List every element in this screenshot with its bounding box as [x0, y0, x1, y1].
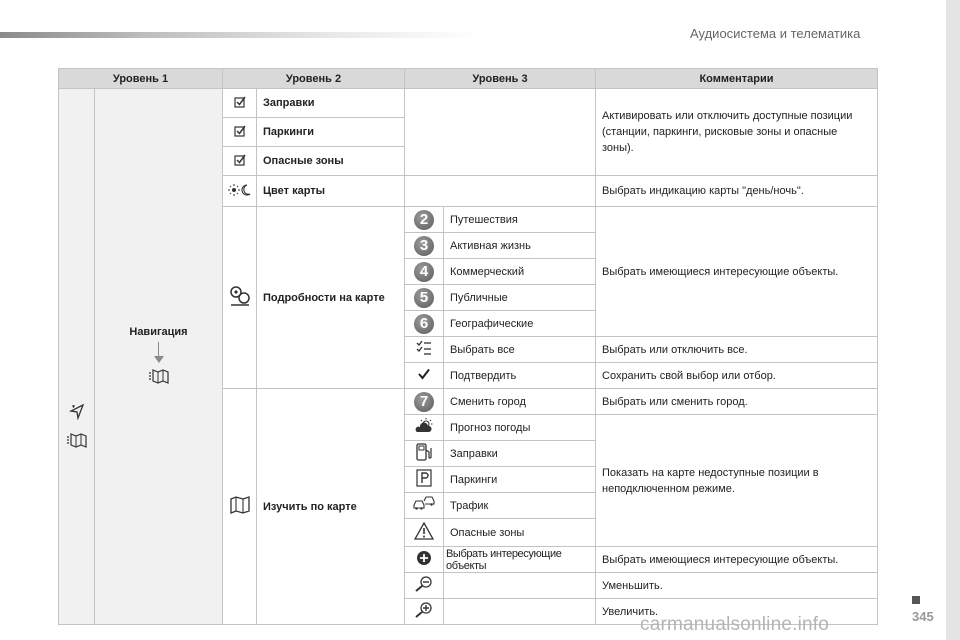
select-poi-comment: Выбрать имеющиеся интересующие объекты.: [596, 547, 878, 573]
select-all-comment: Выбрать или отключить все.: [596, 337, 878, 363]
add-circle-icon: [405, 547, 444, 573]
fuel-layer-item: Заправки: [444, 441, 596, 467]
checkbox-icon: [223, 147, 257, 176]
zoom-out-icon: [405, 573, 444, 599]
col-header-comments: Комментарии: [596, 69, 878, 89]
danger-layer-item: Опасные зоны: [444, 519, 596, 547]
weather-icon: [405, 415, 444, 441]
confirm-item: Подтвердить: [444, 363, 596, 389]
map-menu-icon: [95, 367, 222, 388]
poi-comment: Выбрать имеющиеся интересующие объекты.: [596, 207, 878, 337]
level1-label: Навигация: [129, 325, 188, 338]
map-color-item: Цвет карты: [257, 176, 405, 207]
explore-map-item: Изучить по карте: [257, 389, 405, 625]
public-item: Публичные: [444, 285, 596, 311]
navigation-menu-table: [58, 68, 878, 625]
weather-item: Прогноз погоды: [444, 415, 596, 441]
parking-layer-item: Паркинги: [444, 467, 596, 493]
map-menu-icon: [59, 431, 94, 452]
toggle-comment: Активировать или отключить доступные позиции (станции, паркинги, рисковые зоны и опасные зоны).: [596, 89, 878, 176]
map-details-item: Подробности на карте: [257, 207, 405, 389]
traffic-item: Трафик: [444, 493, 596, 519]
empty-level3-cell: [444, 573, 596, 599]
fuel-pump-icon: [405, 441, 444, 467]
empty-level3-cell: [405, 89, 596, 176]
col-header-level3: Уровень 3: [405, 69, 596, 89]
badge-2: 2: [405, 207, 444, 233]
table-row: [59, 89, 878, 118]
watermark: carmanualsonline.info: [640, 614, 830, 635]
traffic-icon: [405, 493, 444, 519]
commercial-item: Коммерческий: [444, 259, 596, 285]
select-all-item: Выбрать все: [444, 337, 596, 363]
table-header-row: [59, 69, 878, 89]
select-all-icon: [405, 337, 444, 363]
badge-5: 5: [405, 285, 444, 311]
zoom-in-icon: [405, 599, 444, 625]
page-edge: [946, 0, 960, 640]
level1-navigation-cell: [95, 89, 223, 625]
empty-level3-cell: [444, 599, 596, 625]
checkmark-icon: [405, 363, 444, 389]
checkbox-icon: [223, 118, 257, 147]
page-number: 345: [912, 609, 934, 624]
badge-7: 7: [405, 389, 444, 415]
section-title: Аудиосистема и телематика: [690, 26, 861, 41]
empty-level3-cell: [405, 176, 596, 207]
day-night-icon: [223, 176, 257, 207]
col-header-level2: Уровень 2: [223, 69, 405, 89]
badge-6: 6: [405, 311, 444, 337]
confirm-comment: Сохранить свой выбор или отбор.: [596, 363, 878, 389]
select-poi-item: Выбрать интересующие объекты: [444, 547, 596, 573]
geographic-item: Географические: [444, 311, 596, 337]
zoom-in-comment: Увеличить.: [596, 599, 878, 625]
change-city-item: Сменить город: [444, 389, 596, 415]
col-header-level1: Уровень 1: [59, 69, 223, 89]
page-marker: [912, 596, 920, 604]
danger-zones-item: Опасные зоны: [257, 147, 405, 176]
checkbox-icon: [223, 89, 257, 118]
active-life-item: Активная жизнь: [444, 233, 596, 259]
badge-4: 4: [405, 259, 444, 285]
fuel-item: Заправки: [257, 89, 405, 118]
map-icon: [223, 389, 257, 625]
parking-icon: [405, 467, 444, 493]
navigation-arrow-icon: [59, 402, 94, 423]
unavailable-comment: Показать на карте недоступные позиции в неподключенном режиме.: [596, 415, 878, 547]
warning-icon: [405, 519, 444, 547]
map-details-icon: [223, 207, 257, 389]
level1-icons-cell: [59, 89, 95, 625]
header-gradient-bar: [0, 32, 480, 38]
travel-item: Путешествия: [444, 207, 596, 233]
down-arrow-icon: [154, 356, 164, 363]
parking-item: Паркинги: [257, 118, 405, 147]
change-city-comment: Выбрать или сменить город.: [596, 389, 878, 415]
badge-3: 3: [405, 233, 444, 259]
map-color-comment: Выбрать индикацию карты "день/ночь".: [596, 176, 878, 207]
down-arrow-line: [158, 342, 159, 356]
zoom-out-comment: Уменьшить.: [596, 573, 878, 599]
